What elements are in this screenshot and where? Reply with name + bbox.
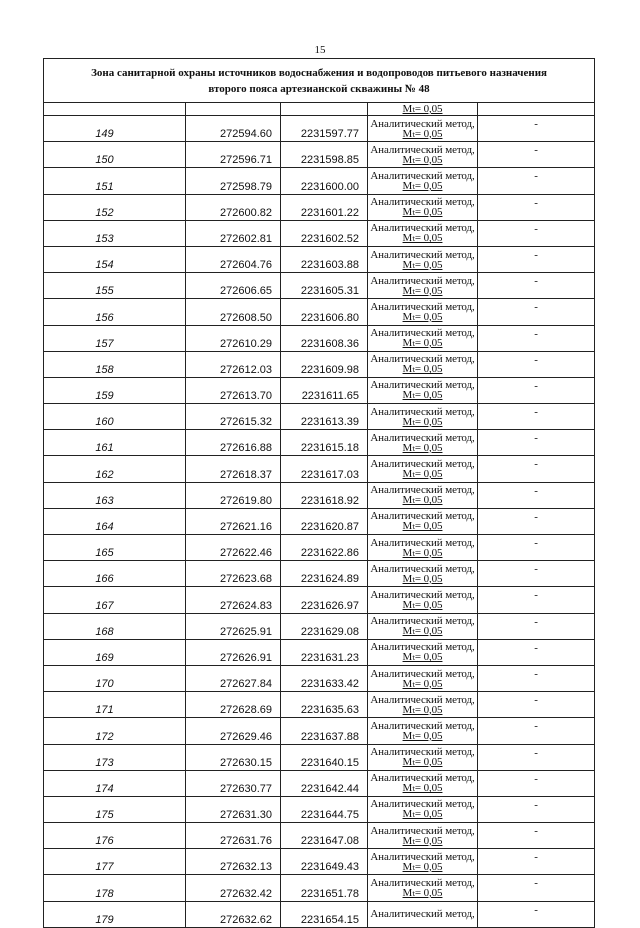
y-coordinate-cell: 2231629.08 [281,613,368,639]
accuracy-cell: - [478,142,595,168]
x-coordinate-cell: 272594.60 [186,116,281,142]
point-number-cell: 149 [44,116,186,142]
accuracy-cell: - [478,692,595,718]
point-number-cell: 166 [44,561,186,587]
accuracy-cell: - [478,901,595,927]
x-coordinate-cell: 272600.82 [186,194,281,220]
method-value: Mₜ= 0,05 [402,834,443,847]
y-coordinate-cell: 2231647.08 [281,823,368,849]
method-value: Mₜ= 0,05 [402,598,443,611]
method-value: Mₜ= 0,05 [402,703,443,716]
y-coordinate-cell: 2231626.97 [281,587,368,613]
method-cell [368,351,478,377]
method-cell [368,142,478,168]
point-number-cell: 154 [44,246,186,272]
y-coordinate-cell: 2231622.86 [281,535,368,561]
point-number-cell: 179 [44,901,186,927]
x-coordinate-cell: 272606.65 [186,273,281,299]
accuracy-cell: - [478,561,595,587]
x-coordinate-cell: 272623.68 [186,561,281,587]
accuracy-cell: - [478,875,595,901]
method-name: Аналитический метод, [370,588,475,601]
method-name: Аналитический метод, [370,196,475,209]
x-coordinate-cell: 272621.16 [186,508,281,534]
table-row [44,299,595,325]
method-value: Mₜ= 0,05 [402,756,443,769]
method-cell [368,430,478,456]
y-coordinate-cell: 2231624.89 [281,561,368,587]
y-coordinate-cell: 2231605.31 [281,273,368,299]
method-value: Mₜ= 0,05 [402,572,443,585]
method-name: Аналитический метод, [370,877,475,890]
table-row [44,796,595,822]
accuracy-cell: - [478,823,595,849]
continuation-row [44,103,595,116]
method-name: Аналитический метод, [370,667,475,680]
table-title-row [44,59,595,103]
table-row [44,482,595,508]
method-name: Аналитический метод, [370,143,475,156]
point-number-cell: 153 [44,220,186,246]
y-coordinate-cell: 2231608.36 [281,325,368,351]
method-name: Аналитический метод, [370,405,475,418]
x-coordinate-cell: 272616.88 [186,430,281,456]
accuracy-cell: - [478,404,595,430]
y-coordinate-cell: 2231642.44 [281,770,368,796]
y-coordinate-cell: 2231644.75 [281,796,368,822]
method-cell [368,377,478,403]
y-coordinate-cell: 2231649.43 [281,849,368,875]
table-row [44,194,595,220]
y-coordinate-cell: 2231602.52 [281,220,368,246]
method-cell [368,849,478,875]
method-name: Аналитический метод, [370,562,475,575]
accuracy-cell: - [478,377,595,403]
method-value: Mₜ= 0,05 [402,468,443,481]
point-number-cell: 168 [44,613,186,639]
table-row [44,351,595,377]
y-coordinate-cell: 2231601.22 [281,194,368,220]
cell [281,103,368,116]
point-number-cell: 156 [44,299,186,325]
x-coordinate-cell: 272626.91 [186,639,281,665]
method-cell [368,273,478,299]
method-name: Аналитический метод, [370,274,475,287]
method-cell [368,299,478,325]
method-cell [368,901,478,927]
table-row [44,168,595,194]
method-name: Аналитический метод, [370,431,475,444]
accuracy-cell: - [478,849,595,875]
method-cell [368,482,478,508]
point-number-cell: 177 [44,849,186,875]
x-coordinate-cell: 272615.32 [186,404,281,430]
method-cell [368,718,478,744]
x-coordinate-cell: 272630.77 [186,770,281,796]
table-row [44,770,595,796]
method-cell [368,665,478,691]
method-cell [368,692,478,718]
y-coordinate-cell: 2231620.87 [281,508,368,534]
table-row [44,744,595,770]
accuracy-cell: - [478,718,595,744]
point-number-cell: 178 [44,875,186,901]
table-row [44,823,595,849]
table-row [44,613,595,639]
y-coordinate-cell: 2231603.88 [281,246,368,272]
method-value: Mₜ= 0,05 [402,153,443,166]
point-number-cell: 164 [44,508,186,534]
x-coordinate-cell: 272598.79 [186,168,281,194]
page-number: 15 [314,44,326,56]
point-number-cell: 169 [44,639,186,665]
method-cell [368,535,478,561]
point-number-cell: 174 [44,770,186,796]
method-cell [368,103,478,116]
table-row [44,220,595,246]
y-coordinate-cell: 2231597.77 [281,116,368,142]
method-cell [368,587,478,613]
method-value: Mₜ= 0,05 [402,232,443,245]
method-value: Mₜ= 0,05 [402,127,443,140]
accuracy-cell: - [478,770,595,796]
x-coordinate-cell: 272631.76 [186,823,281,849]
method-name: Аналитический метод, [370,458,475,471]
method-name: Аналитический метод, [370,719,475,732]
method-cell [368,246,478,272]
x-coordinate-cell: 272622.46 [186,535,281,561]
point-number-cell: 163 [44,482,186,508]
method-value: Mₜ= 0,05 [402,258,443,271]
method-name: Аналитический метод, [370,615,475,628]
method-cell [368,744,478,770]
method-name: Аналитический метод, [370,536,475,549]
table-title-line-1: Зона санитарной охраны источников водоснабжения и водопроводов питьевого назначения [91,66,547,79]
method-value: Mₜ= 0,05 [402,808,443,821]
y-coordinate-cell: 2231611.65 [281,377,368,403]
table-row [44,692,595,718]
x-coordinate-cell: 272596.71 [186,142,281,168]
accuracy-cell: - [478,796,595,822]
method-cell [368,220,478,246]
point-number-cell: 175 [44,796,186,822]
method-value: Mₜ= 0,05 [402,782,443,795]
y-coordinate-cell: 2231609.98 [281,351,368,377]
point-number-cell: 160 [44,404,186,430]
point-number-cell: 162 [44,456,186,482]
table-row [44,116,595,142]
method-value: Mₜ= 0,05 [402,677,443,690]
y-coordinate-cell: 2231600.00 [281,168,368,194]
method-name: Аналитический метод, [370,908,475,921]
accuracy-cell: - [478,430,595,456]
method-name: Аналитический метод, [370,117,475,130]
y-coordinate-cell: 2231633.42 [281,665,368,691]
accuracy-cell: - [478,482,595,508]
accuracy-cell: - [478,535,595,561]
method-name: Аналитический метод, [370,850,475,863]
x-coordinate-cell: 272624.83 [186,587,281,613]
method-value: Mₜ= 0,05 [402,441,443,454]
y-coordinate-cell: 2231617.03 [281,456,368,482]
accuracy-cell: - [478,194,595,220]
coordinates-table [43,58,595,928]
method-name: Аналитический метод, [370,248,475,261]
point-number-cell: 171 [44,692,186,718]
method-cell [368,325,478,351]
accuracy-cell: - [478,587,595,613]
x-coordinate-cell: 272612.03 [186,351,281,377]
method-cell [368,875,478,901]
point-number-cell: 161 [44,430,186,456]
x-coordinate-cell: 272632.62 [186,901,281,927]
table-row [44,587,595,613]
accuracy-cell: - [478,273,595,299]
point-number-cell: 159 [44,377,186,403]
x-coordinate-cell: 272604.76 [186,246,281,272]
accuracy-cell: - [478,116,595,142]
table-row [44,875,595,901]
method-value: Mₜ= 0,05 [402,729,443,742]
method-value: Mₜ= 0,05 [402,887,443,900]
method-value: Mₜ= 0,05 [402,494,443,507]
point-number-cell: 165 [44,535,186,561]
point-number-cell: 151 [44,168,186,194]
method-cell [368,116,478,142]
method-cell [368,796,478,822]
x-coordinate-cell: 272629.46 [186,718,281,744]
method-value: Mₜ= 0,05 [402,337,443,350]
accuracy-cell: - [478,351,595,377]
point-number-cell: 170 [44,665,186,691]
table-row [44,273,595,299]
point-number-cell: 176 [44,823,186,849]
point-number-cell: 167 [44,587,186,613]
accuracy-cell: - [478,325,595,351]
table-row [44,535,595,561]
method-value: Mₜ= 0,05 [402,206,443,219]
y-coordinate-cell: 2231606.80 [281,299,368,325]
y-coordinate-cell: 2231651.78 [281,875,368,901]
y-coordinate-cell: 2231635.63 [281,692,368,718]
x-coordinate-cell: 272632.13 [186,849,281,875]
method-name: Аналитический метод, [370,641,475,654]
point-number-cell: 152 [44,194,186,220]
method-value: Mₜ= 0,05 [402,546,443,559]
x-coordinate-cell: 272630.15 [186,744,281,770]
y-coordinate-cell: 2231640.15 [281,744,368,770]
table-row [44,508,595,534]
y-coordinate-cell: 2231631.23 [281,639,368,665]
cell [186,103,281,116]
x-coordinate-cell: 272627.84 [186,665,281,691]
method-cell [368,561,478,587]
method-name: Аналитический метод, [370,798,475,811]
method-cell [368,639,478,665]
method-value: Mₜ= 0,05 [402,625,443,638]
method-cell [368,508,478,534]
table-title [44,59,595,103]
method-value: Mₜ= 0,05 [402,284,443,297]
point-number-cell: 155 [44,273,186,299]
accuracy-cell: - [478,220,595,246]
method-cell [368,823,478,849]
method-cell [368,456,478,482]
method-name: Аналитический метод, [370,379,475,392]
accuracy-cell: - [478,613,595,639]
method-value: Mₜ= 0,05 [402,363,443,376]
table-row [44,142,595,168]
x-coordinate-cell: 272602.81 [186,220,281,246]
table-row [44,639,595,665]
accuracy-cell: - [478,665,595,691]
method-name: Аналитический метод, [370,693,475,706]
table-row [44,325,595,351]
accuracy-cell: - [478,744,595,770]
point-number-cell: 150 [44,142,186,168]
method-name: Аналитический метод, [370,169,475,182]
point-number-cell: 158 [44,351,186,377]
x-coordinate-cell: 272631.30 [186,796,281,822]
table-row [44,246,595,272]
accuracy-cell: - [478,639,595,665]
y-coordinate-cell: 2231618.92 [281,482,368,508]
table-row [44,430,595,456]
method-name: Аналитический метод, [370,510,475,523]
method-cell [368,194,478,220]
accuracy-cell: - [478,456,595,482]
accuracy-cell: - [478,168,595,194]
table-row [44,561,595,587]
table-row [44,718,595,744]
y-coordinate-cell: 2231598.85 [281,142,368,168]
table-row [44,849,595,875]
table-row [44,665,595,691]
method-value: Mₜ= 0,05 [402,651,443,664]
point-number-cell: 173 [44,744,186,770]
method-name: Аналитический метод, [370,222,475,235]
x-coordinate-cell: 272625.91 [186,613,281,639]
table-title-line-2: второго пояса артезианской скважины № 48 [208,82,430,95]
method-name: Аналитический метод, [370,772,475,785]
method-name: Аналитический метод, [370,353,475,366]
method-name: Аналитический метод, [370,300,475,313]
table-row [44,456,595,482]
method-name: Аналитический метод, [370,327,475,340]
accuracy-cell: - [478,299,595,325]
method-value: Mₜ= 0,05 [402,860,443,873]
x-coordinate-cell: 272610.29 [186,325,281,351]
method-value: Mₜ= 0,05 [402,389,443,402]
x-coordinate-cell: 272608.50 [186,299,281,325]
method-cell [368,168,478,194]
y-coordinate-cell: 2231613.39 [281,404,368,430]
method-cell [368,770,478,796]
x-coordinate-cell: 272628.69 [186,692,281,718]
x-coordinate-cell: 272613.70 [186,377,281,403]
x-coordinate-cell: 272618.37 [186,456,281,482]
method-name: Аналитический метод, [370,824,475,837]
x-coordinate-cell: 272632.42 [186,875,281,901]
table-row [44,377,595,403]
y-coordinate-cell: 2231654.15 [281,901,368,927]
method-cell [368,613,478,639]
method-value: Mₜ= 0,05 [402,179,443,192]
point-number-cell: 157 [44,325,186,351]
cell [44,103,186,116]
table-row [44,901,595,927]
method-value: Mₜ= 0,05 [402,520,443,533]
method-value: Mₜ= 0,05 [402,415,443,428]
accuracy-cell: - [478,246,595,272]
y-coordinate-cell: 2231637.88 [281,718,368,744]
method-name: Аналитический метод, [370,484,475,497]
method-name: Аналитический метод, [370,746,475,759]
method-value: Mₜ= 0,05 [402,310,443,323]
method-value: Mₜ= 0,05 [402,103,443,115]
accuracy-cell: - [478,508,595,534]
cell [478,103,595,116]
table-row [44,404,595,430]
method-cell [368,404,478,430]
y-coordinate-cell: 2231615.18 [281,430,368,456]
x-coordinate-cell: 272619.80 [186,482,281,508]
point-number-cell: 172 [44,718,186,744]
